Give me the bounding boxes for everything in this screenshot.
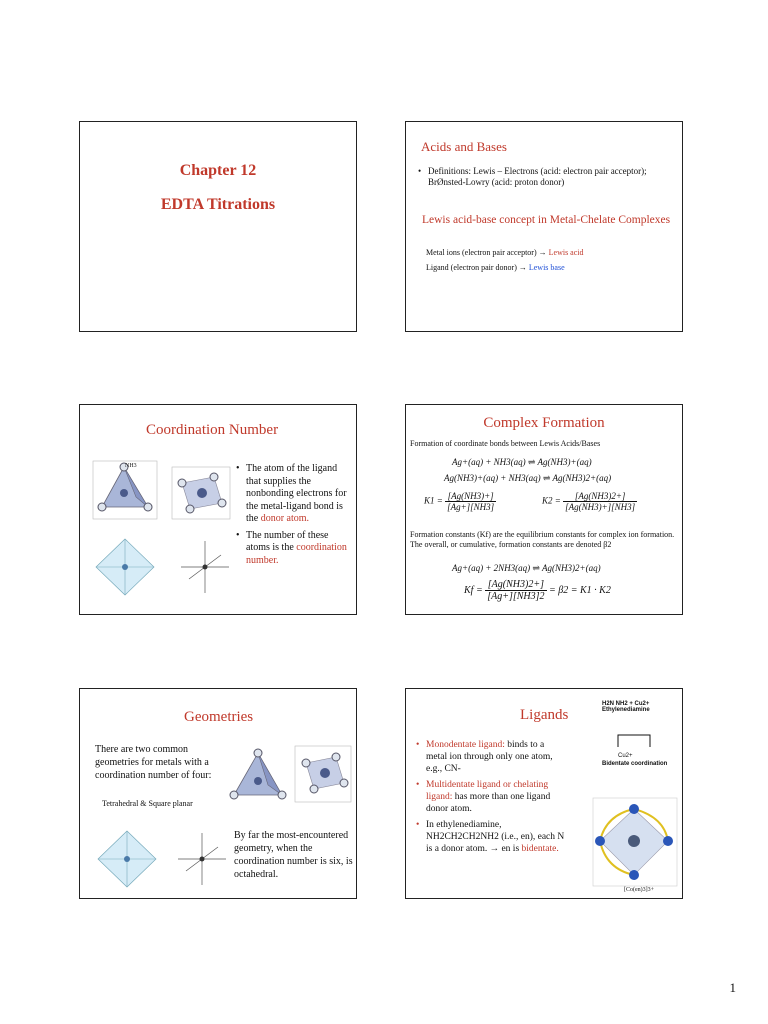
octahedral-line-structure-image <box>172 827 232 891</box>
page-number: 1 <box>729 980 736 995</box>
k1-fraction <box>445 491 496 512</box>
octahedral-molecule-image <box>92 535 158 599</box>
kf-lhs: Kf = <box>464 584 483 596</box>
slide-coordination-number <box>79 404 357 615</box>
octahedral-text: By far the most-encountered geometry, when the coordination number is six, is octahedral. <box>234 830 353 880</box>
four-coordinate-text: There are two common geometries for metals with a coordination number of four: <box>95 744 212 781</box>
intro-text: Formation of coordinate bonds between Lewis Acids/Bases <box>410 439 601 448</box>
bidentate-term: bidentate. <box>521 844 559 854</box>
k1-denominator: [Ag+][NH3] <box>447 502 495 512</box>
lewis-acid-term: Lewis acid <box>548 248 584 257</box>
bidentate-label: Bidentate coordination <box>602 761 668 767</box>
ethylenediamine-text: In ethylenediamine, NH2CH2CH2NH2 (i.e., en), each N is a donor atom. → en is <box>426 820 565 854</box>
tetrahedral-molecule-image <box>226 747 292 807</box>
geometry-caption: Tetrahedral & Square planar <box>102 799 193 808</box>
bullet2-text: The number of these atoms is the <box>246 529 329 553</box>
lewis-base-line <box>426 263 565 273</box>
slide-title: Coordination Number <box>146 422 279 438</box>
square-planar-molecule-image <box>294 745 354 805</box>
section-heading: Lewis acid-base concept in Metal-Chelate Complexes <box>422 214 671 226</box>
lewis-base-term: Lewis base <box>528 263 565 272</box>
en-label: Ethylenediamine <box>602 707 650 713</box>
kf-expression <box>464 579 611 602</box>
multidentate-bullet <box>416 779 566 815</box>
octahedral-line-structure-image <box>175 535 235 599</box>
slide-geometries <box>79 688 357 899</box>
k2-expression <box>542 491 637 512</box>
slide-title: Complex Formation <box>483 415 605 431</box>
donor-atom-bullet <box>236 463 352 526</box>
octahedral-molecule-image <box>94 827 160 891</box>
equation-3: Ag+(aq) + 2NH3(aq) ⇌ Ag(NH3)2+(aq) <box>452 563 601 573</box>
kf-rhs: = β2 = K1 · K2 <box>549 584 611 596</box>
k1-lhs: K1 = <box>424 495 443 506</box>
kf-fraction <box>485 579 546 602</box>
chapter-title: Chapter 12 <box>179 162 257 179</box>
k2-denominator: [Ag(NH3)+][NH3] <box>565 502 636 512</box>
bullet1-text: The atom of the ligand that supplies the nonbonding electrons for the metal-ligand bond is the <box>246 463 347 524</box>
ligand-bullets <box>416 739 566 859</box>
bidentate-diagram-image <box>610 731 660 751</box>
en-structure-top: H2N NH2 + Cu2+ <box>602 701 650 707</box>
ethylenediamine-structure <box>602 701 650 713</box>
square-planar-molecule-image <box>170 465 232 521</box>
k1-numerator: [Ag(NH3)+] <box>445 491 496 502</box>
coordination-bullets <box>236 463 352 571</box>
cu-label: Cu2+ <box>618 753 633 759</box>
monodentate-text: binds to a metal ion through only one atom, e.g., CN- <box>426 740 553 774</box>
k2-numerator: [Ag(NH3)2+] <box>563 491 637 502</box>
formation-constants-text: Formation constants (Kf) are the equilibrium constants for complex ion formation. The overall, or cumulative, formation constants are denoted β2 <box>410 530 675 549</box>
multidentate-term: Multidentate ligand or chelating ligand: <box>426 780 549 802</box>
slide-ligands <box>405 688 683 899</box>
definitions-list <box>418 166 668 192</box>
kf-numerator: [Ag(NH3)2+] <box>485 579 546 591</box>
lewis-acid-line <box>426 248 584 258</box>
nh3-label: NH3 <box>125 463 137 469</box>
coordination-number-bullet <box>236 530 352 568</box>
slide-chapter-title <box>79 121 357 332</box>
kf-denominator: [Ag+][NH3]2 <box>487 591 545 602</box>
coordination-number-term: coordination number. <box>246 542 347 566</box>
monodentate-bullet <box>416 739 566 775</box>
slide-acids-bases <box>405 121 683 332</box>
k1-expression <box>424 491 496 512</box>
equation-2: Ag(NH3)+(aq) + NH3(aq) ⇌ Ag(NH3)2+(aq) <box>444 473 612 483</box>
monodentate-term: Monodentate ligand: <box>426 740 505 750</box>
slide-title: Acids and Bases <box>421 139 507 154</box>
chapter-subtitle: EDTA Titrations <box>160 196 276 213</box>
slide-title: Geometries <box>184 709 254 725</box>
ethylenediamine-bullet <box>416 819 566 855</box>
definitions-bullet: • Definitions: Lewis – Electrons (acid: electron pair acceptor); BrØnsted-Lowry (acid: proton donor) <box>418 166 668 188</box>
line1-prefix: Metal ions (electron pair acceptor) → <box>426 248 547 257</box>
slide-title: Ligands <box>520 707 569 723</box>
line2-prefix: Ligand (electron pair donor) → <box>426 263 527 272</box>
equation-1: Ag+(aq) + NH3(aq) ⇌ Ag(NH3)+(aq) <box>452 457 592 467</box>
slide-complex-formation <box>405 404 683 615</box>
k2-fraction <box>563 491 637 512</box>
complex-label: [Co(en)3]3+ <box>624 887 655 893</box>
multidentate-text: has more than one ligand donor atom. <box>426 792 551 814</box>
k2-lhs: K2 = <box>542 495 561 506</box>
donor-atom-term: donor atom. <box>260 513 310 524</box>
cobalt-complex-image <box>592 797 678 889</box>
